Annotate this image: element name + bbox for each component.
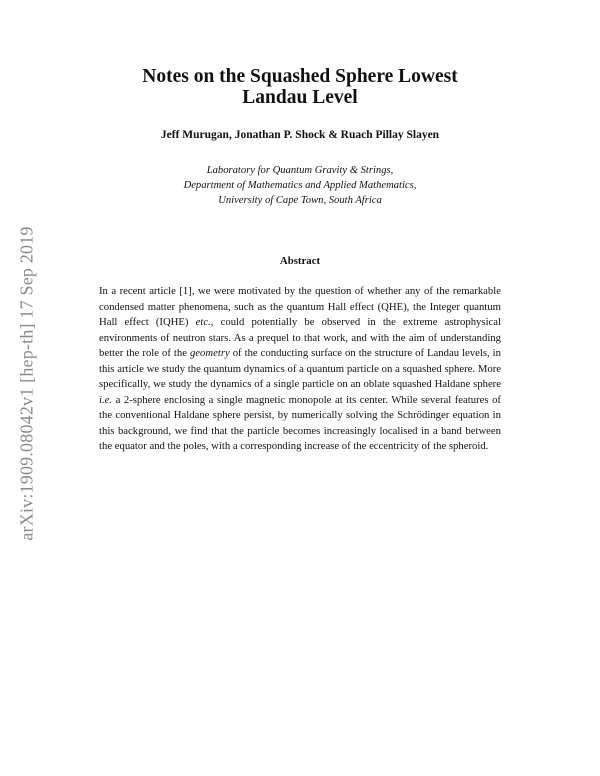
arxiv-identifier-stamp [13, 208, 41, 558]
affiliation-line-2: Department of Mathematics and Applied Mathematics, [183, 180, 417, 191]
paper-title-line-1: Notes on the Squashed Sphere Lowest [142, 66, 458, 87]
abstract-text-part-3: of the conducting surface on the structure of Landau levels, in this article we study the quantum dynamics of a quantum particle on a squashed sphere. More specifically, we study the dynamics of a single particle on an oblate squashed Haldane sphere [99, 347, 501, 390]
arxiv-identifier-text: arXiv:1909.08042v1 [hep-th] 17 Sep 2019 [16, 225, 37, 541]
paper-title [60, 66, 540, 108]
affiliation-line-3: University of Cape Town, South Africa [218, 195, 382, 206]
affiliation-line-1: Laboratory for Quantum Gravity & Strings, [206, 165, 394, 176]
abstract-geometry-italic: geometry [189, 347, 230, 359]
abstract-ie-italic: i.e. [99, 393, 113, 406]
affiliation-block [60, 163, 540, 208]
paper-title-line-2: Landau Level [242, 87, 358, 108]
author-list: Jeff Murugan, Jonathan P. Shock & Ruach Pillay Slayen [160, 129, 440, 141]
abstract-text-part-1: In a recent article [1], we were motivated by the question of whether any of the remarkable condensed matter phenomena, such as the quantum Hall effect (QHE), the Integer quantum Hall effect (IQHE) [99, 285, 501, 328]
abstract-text-part-2: , could potentially be observed in the extreme astrophysical environments of neutron stars. As a prequel to that work, and with the aim of understanding better the role of the [99, 316, 501, 359]
abstract-text [99, 284, 501, 455]
abstract-heading: Abstract [279, 255, 321, 267]
abstract-etc-italic: etc. [195, 316, 211, 328]
abstract-text-part-4: a 2-sphere enclosing a single magnetic monopole at its center. While several features of the conventional Haldane sphere persist, by numerically solving the Schrödinger equation in this background, we find that the particle becomes increasingly localised in a band between the equator and the poles, with a corresponding increase of the eccentricity of the spheroid. [99, 393, 501, 452]
